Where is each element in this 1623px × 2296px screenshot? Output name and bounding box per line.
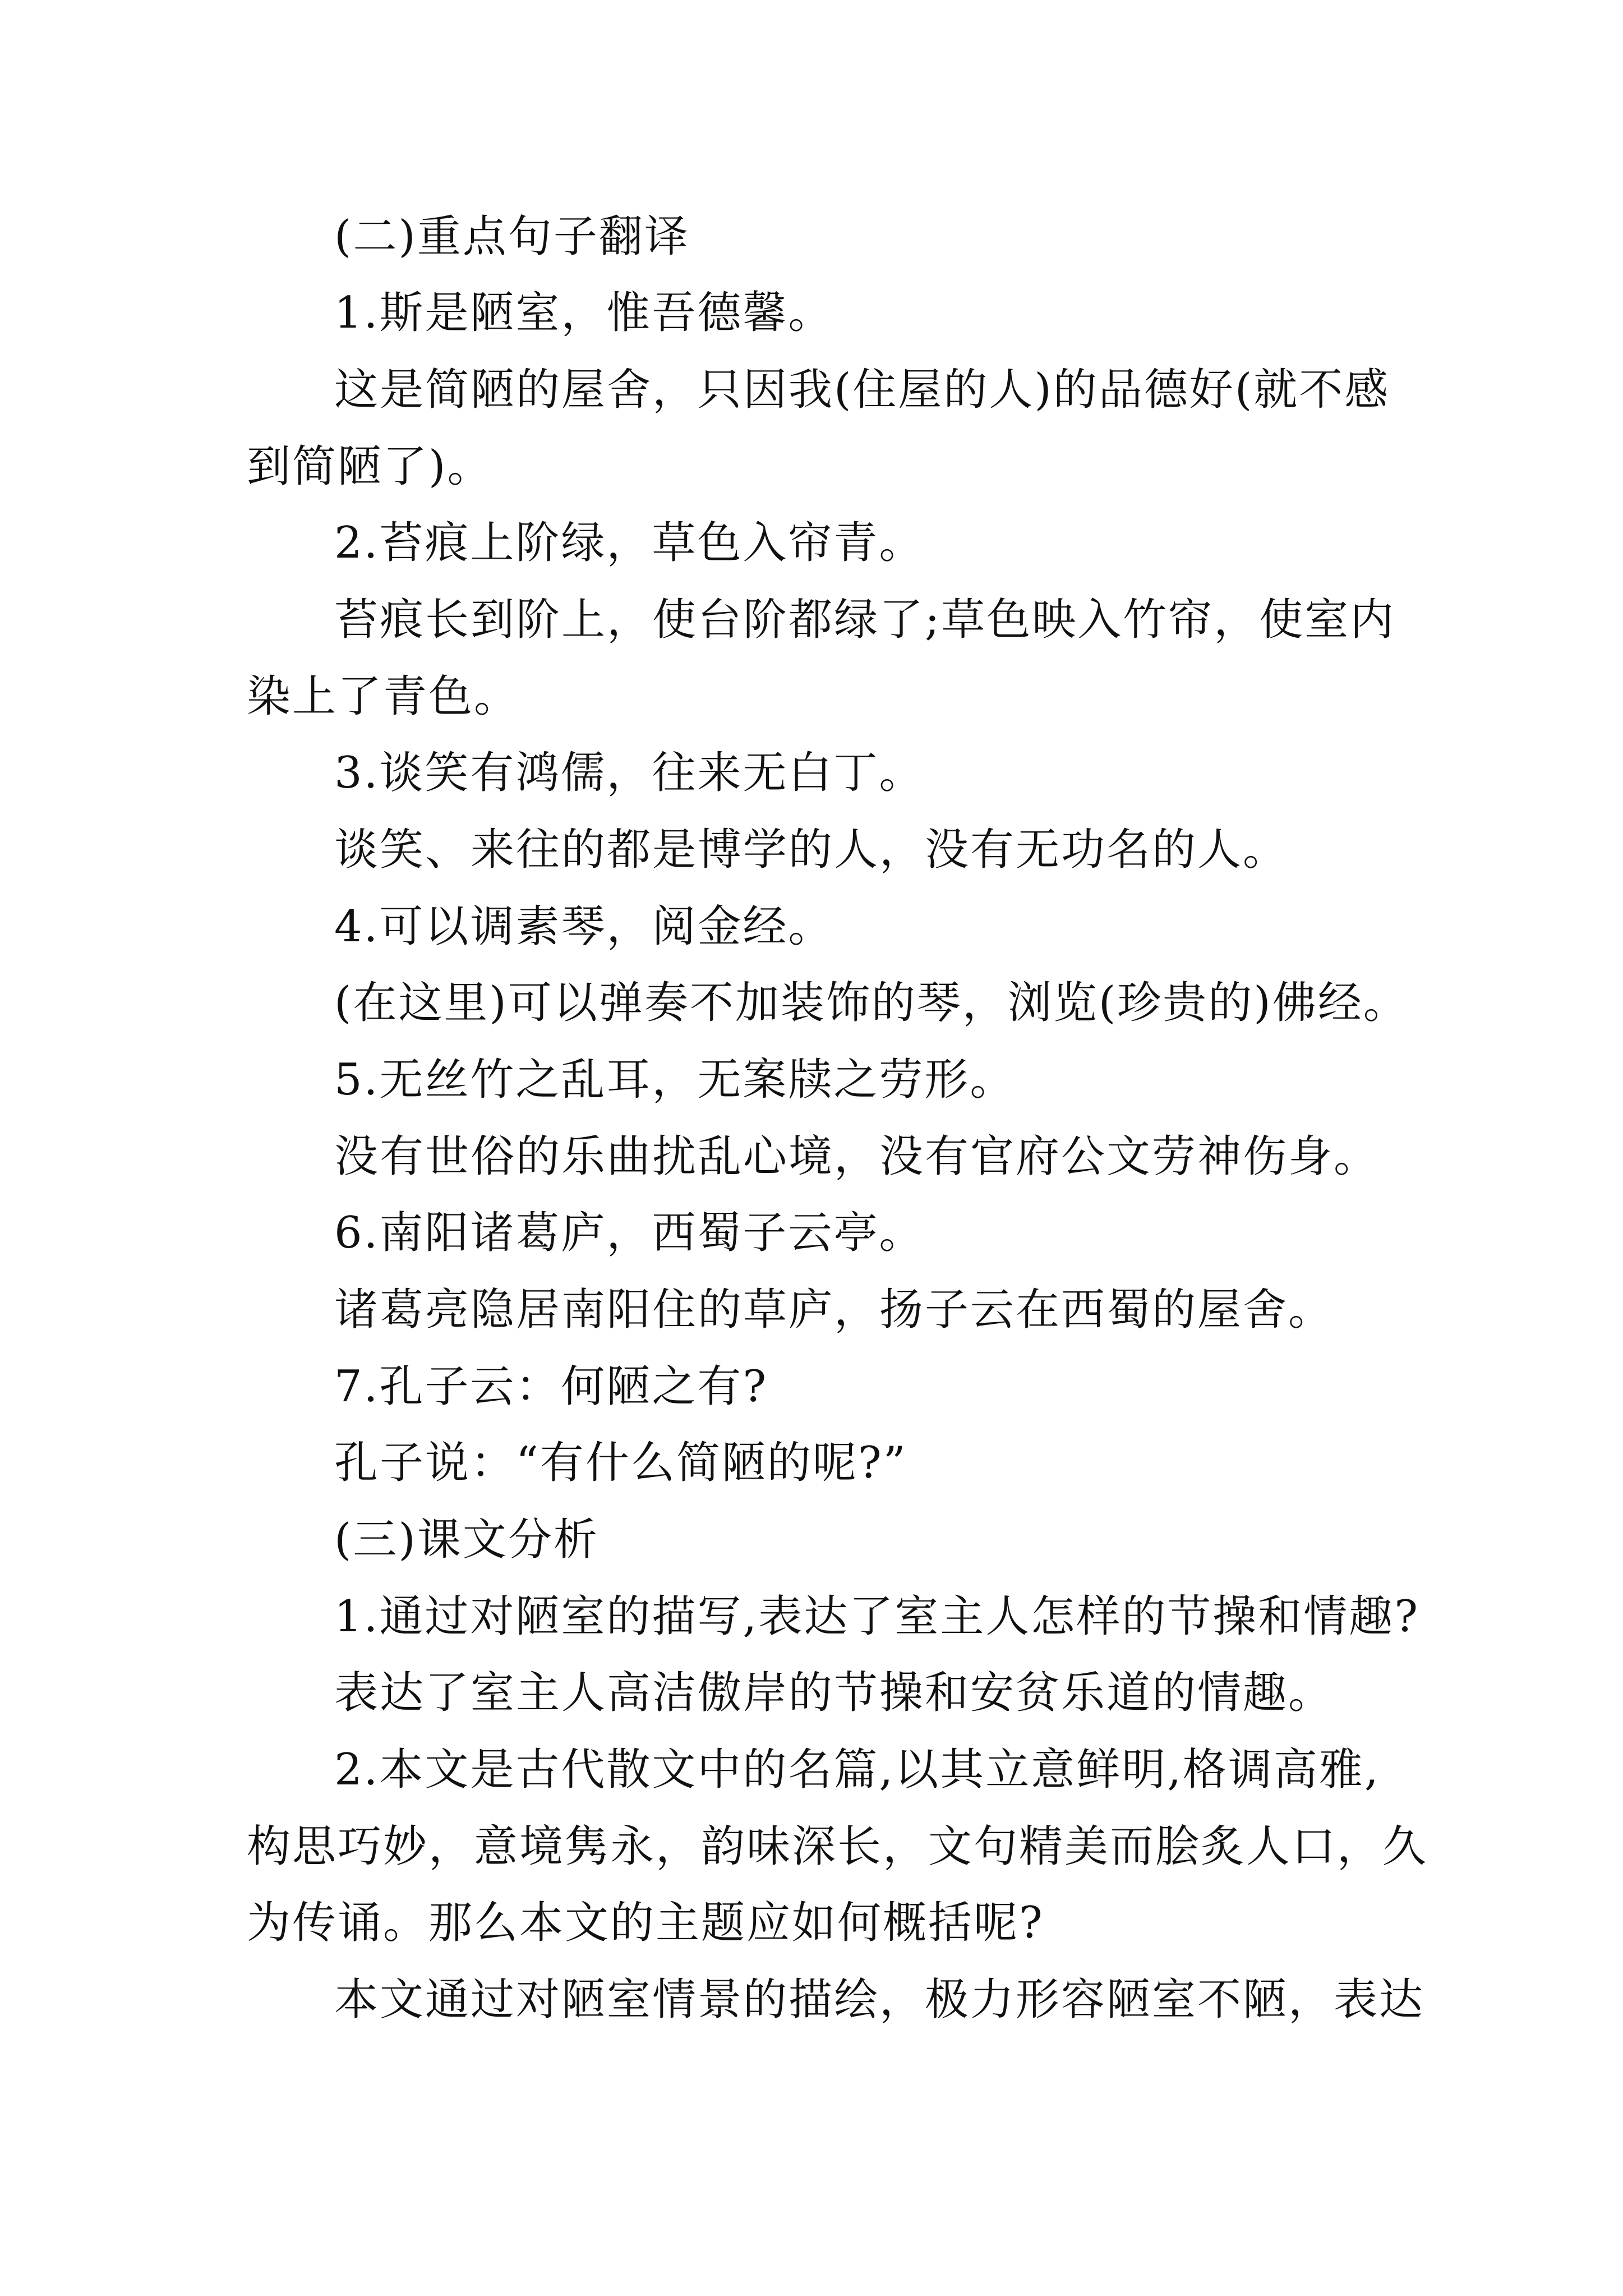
- translation-6: 诸葛亮隐居南阳住的草庐，扬子云在西蜀的屋舍。: [334, 1285, 1334, 1335]
- sentence-2: 2.苔痕上阶绿，草色入帘青。: [334, 518, 925, 568]
- sentence-3: 3.谈笑有鸿儒，往来无白丁。: [334, 748, 925, 798]
- sentence-7: 7.孔子云：何陋之有?: [334, 1361, 768, 1412]
- sentence-6: 6.南阳诸葛庐，西蜀子云亭。: [334, 1208, 925, 1258]
- translation-5: 没有世俗的乐曲扰乱心境，没有官府公文劳神伤身。: [334, 1131, 1380, 1182]
- analysis-question-2-line-3: 为传诵。那么本文的主题应如何概括呢?: [247, 1898, 1044, 1948]
- analysis-question-2-line-2: 构思巧妙，意境隽永，韵味深长，文句精美而脍炙人口，久: [247, 1821, 1428, 1872]
- translation-2-line-2: 染上了青色。: [247, 671, 520, 722]
- section-heading-sentence-translation: (二)重点句子翻译: [334, 211, 690, 262]
- analysis-question-2-line-1: 2.本文是古代散文中的名篇,以其立意鲜明,格调高雅,: [334, 1745, 1380, 1795]
- translation-1-line-2: 到简陋了)。: [247, 441, 493, 492]
- sentence-1: 1.斯是陋室，惟吾德馨。: [334, 288, 834, 338]
- translation-1-line-1: 这是简陋的屋舍，只因我(住屋的人)的品德好(就不感: [334, 365, 1390, 415]
- analysis-answer-2-line-1: 本文通过对陋室情景的描绘，极力形容陋室不陋，表达: [334, 1975, 1425, 2025]
- analysis-question-1: 1.通过对陋室的描写,表达了室主人怎样的节操和情趣?: [334, 1591, 1420, 1642]
- translation-2-line-1: 苔痕长到阶上，使台阶都绿了;草色映入竹帘，使室内: [334, 595, 1396, 645]
- translation-7: 孔子说：“有什么简陋的呢?”: [334, 1438, 907, 1488]
- translation-3: 谈笑、来往的都是博学的人，没有无功名的人。: [334, 825, 1289, 875]
- sentence-5: 5.无丝竹之乱耳，无案牍之劳形。: [334, 1055, 1016, 1105]
- analysis-answer-1: 表达了室主人高洁傲岸的节操和安贫乐道的情趣。: [334, 1668, 1334, 1718]
- translation-4: (在这里)可以弹奏不加装饰的琴，浏览(珍贵的)佛经。: [334, 978, 1409, 1028]
- sentence-4: 4.可以调素琴，阅金经。: [334, 901, 834, 952]
- section-heading-text-analysis: (三)课文分析: [334, 1515, 599, 1565]
